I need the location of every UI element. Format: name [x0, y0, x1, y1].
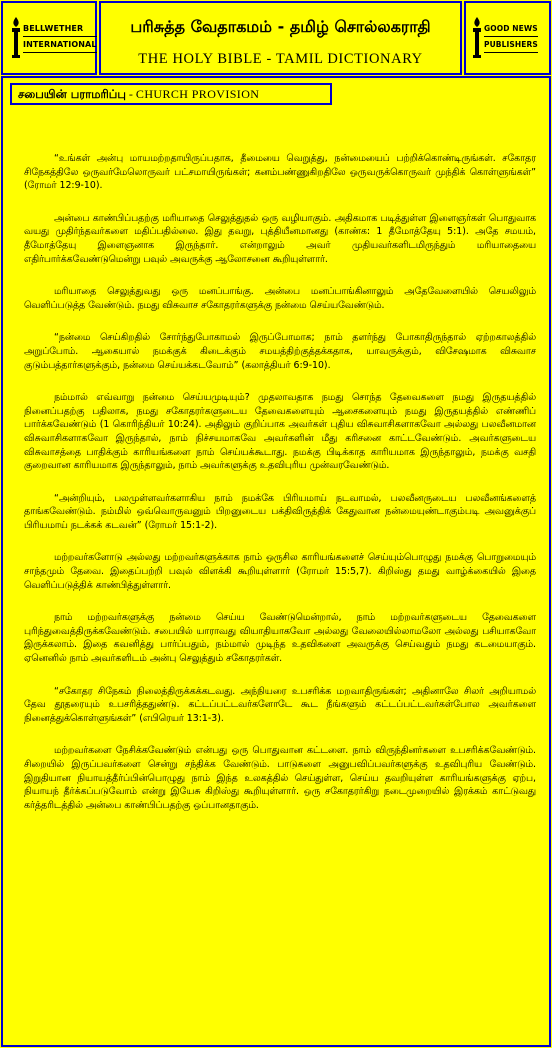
good-news-logo	[470, 15, 538, 59]
paragraph: மரியாதை செலுத்துவது ஒரு மனப்பாங்கு. அன்பை மனப்பாங்கினாலும் அதேவேளையில் செயலிலும் வெளிப்படுத்த வேண்டும். நமது விசுவாச சகோதரர்களுக்கு நன்மை செய்யவேண்டும்.	[24, 286, 536, 311]
good-news-logo-box	[464, 1, 551, 75]
section-title-tamil: சபையின் பராமரிப்பு	[18, 87, 126, 101]
header-title-tamil: பரிசுத்த வேதாகமம் - தமிழ் சொல்லகராதி	[130, 17, 431, 36]
logo-left-line-2: INTERNATIONAL	[23, 37, 97, 53]
torch-icon	[470, 15, 484, 59]
paragraph: மற்றவர்களோடு அல்லது மற்றவர்களுக்காக நாம் ஒருசில காரியங்களைச் செய்யும்பொழுது நமக்கு பொறுமையும் சாந்தமும் தேவை. இதைப்பற்றி பவுல் விளக்கி கூறியுள்ளார் (ரோமர் 15:5,7). கிறிஸ்து தமது வாழ்க்கையில் இதை வெளிப்படுத்திக் காண்பித்துள்ளார்.	[24, 552, 536, 591]
paragraph: “அன்றியும், பலமுள்ளவர்களாகிய நாம் நமக்கே பிரியமாய் நடவாமல், பலவீனருடைய பலவீனங்களைத் தாங்கவேண்டும். நம்மில் ஒவ்வொருவனும் பிறனுடைய பக்திவிருத்திக் கேதுவான நன்மையுண்டாகும்படி அவனுக்குப் பிரியமாய் நடக்கக் கடவன்” (ரோமர் 15:1-2).	[24, 492, 536, 531]
paragraph: “சகோதர சிநேகம் நிலைத்திருக்கக்கடவது. அந்நியரை உபசரிக்க மறவாதிருங்கள்; அதினாலே சிலர் அறியாமல் தேவ தூதரையும் உபசரித்ததுண்டு. கட்டப்பட்டவர்களோடே கூட நீங்களும் கட்டப்பட்டவர்கள்போல அவர்களை நினைத்துக்கொள்ளுங்கள்” (எபிரெயர் 13:1-3).	[24, 685, 536, 724]
section-title-english: CHURCH PROVISION	[135, 87, 260, 101]
main-content	[1, 76, 551, 1047]
paragraph: நாம் மற்றவர்களுக்கு நன்மை செய்ய வேண்டுமென்றால், நாம் மற்றவர்களுடைய தேவைகளை புரிந்துவைத்திருக்கவேண்டும். சபையில் யாராவது வியாதியாகவோ அல்லது வேலையில்லாமலோ அல்லது பசியாகவோ இருக்கலாம். இதை கவனித்து பார்ப்பதும், நம்மால் முடிந்த உதவிகளை அவருக்கு செய்வதும் நமது கடமையாகும். ஏனெனில் நாம் அவர்களிடம் அன்பு செலுத்தும் சகோதரர்கள்.	[24, 612, 536, 665]
section-title-separator: -	[125, 87, 136, 101]
article-body	[24, 152, 536, 831]
bellwether-logo	[9, 15, 97, 59]
logo-right-line-1: GOOD NEWS	[484, 21, 538, 37]
logo-right-line-2: PUBLISHERS	[484, 37, 538, 53]
paragraph: மற்றவர்களை நேசிக்கவேண்டும் என்பது ஒரு பொதுவான கட்டளை. நாம் விருந்தினர்களை உபசரிக்கவேண்டும். சிறையில் இருப்பவர்களை சென்று சந்திக்க வேண்டும். பாடுகளை அனுபவிப்பவர்களுக்கு உதவிபுரிய வேண்டும். இறுதியான நியாயத்தீர்ப்பின்பொழுது நாம் இந்த உலகத்தில் செய்துள்ள, செய்ய தவறியுள்ள காரியங்களுக்கு ஏற்ப, நியாயந் தீர்க்கப்படுவோம் என்று இயேசு கிறிஸ்து கூறியுள்ளார். ஒரு சகோதரர்கிறு நடைமுறையில் இரக்கம் காட்டுவது கர்த்தரிடத்தில் அன்பை காண்பிப்பதற்கு ஒப்பானதாகும்.	[24, 745, 536, 811]
paragraph: அன்பை காண்பிப்பதற்கு மரியாதை செலுத்துதல் ஒரு வழியாகும். அதிகமாக படித்துள்ள இளைஞர்கள் பொதுவாக வயது முதிர்ந்தவர்களை மதிப்பதில்லை. இது தவறு, புத்தியீனமானது (காண்க: 1 தீமோத்தேயு 5:1). அதே சமயம், தீமோத்தேயு இளைஞனாக இருந்தார். என்றாலும் அவர் முதியவர்களிடமிருந்தும் மரியாதையை எதிர்பார்க்கவேண்டுமென்று பவுல் அவருக்கு ஆலோசனை கூறியுள்ளார்.	[24, 212, 536, 265]
section-title	[10, 83, 332, 105]
page-header	[99, 1, 462, 75]
paragraph: “உங்கள் அன்பு மாயமற்றதாயிருப்பதாக, தீமையை வெறுத்து, நன்மையைப் பற்றிக்கொண்டிருங்கள். சகோதர சிநேகத்திலே ஒருவர்மேலொருவர் பட்சமாயிருங்கள்; கனம்பண்ணுகிறதிலே ஒருவருக்கொருவர் முந்திக் கொள்ளுங்கள்” (ரோமர் 12:9-10).	[24, 153, 536, 192]
torch-icon	[9, 15, 23, 59]
header-title-english: THE HOLY BIBLE - TAMIL DICTIONARY	[138, 51, 423, 67]
paragraph: “நன்மை செய்கிறதில் சோர்ந்துபோகாமல் இருப்போமாக; நாம் தளர்ந்து போகாதிருந்தால் ஏற்றகாலத்தில் அறுப்போம். ஆகையால் நமக்குக் கிடைக்கும் சமயத்திற்குத்தக்கதாக, யாவருக்கும், விசேஷமாக விசுவாச குடும்பத்தார்களுக்கும், நன்மை செய்யக்கடவோம்” (கலாத்தியர் 6:9-10).	[24, 332, 536, 371]
logo-left-line-1: BELLWETHER	[23, 21, 97, 37]
bellwether-logo-box	[1, 1, 97, 75]
paragraph: நம்மால் எவ்வாறு நன்மை செய்யமுடியும்? முதலாவதாக நமது சொந்த தேவைகளை நமது இருதயத்தில் நினைப்பதற்கு பதிலாக, நமது சகோதரர்களுடைய தேவைகளையும் ஆசைகளையும் நமது இருதயத்தில் எண்ணிப் பார்க்கவேண்டும் (1 கொரிந்தியர் 10:24). அதிலும் குறிப்பாக அவர்கள் புதிய விசுவாசிகளாகவோ அல்லது பலவீனமான விசுவாசிகளாகவோ இருந்தால், நாம் நிச்சயமாகவே அவர்களின் மீது கரிசனை காட்டவேண்டும். அவர்களுடைய விசுவாசத்தை பாதிக்கும் காரியங்களை நாம் செய்யக்கூடாது. நமக்கு பிடிக்காத காரியமாக இருந்தாலும், நமக்கு வசதி குறைவான காரியமாக இருந்தாலும், நாம் அவர்களுக்கு உதவிபுரிய முன்வரவேண்டும்.	[24, 392, 536, 472]
